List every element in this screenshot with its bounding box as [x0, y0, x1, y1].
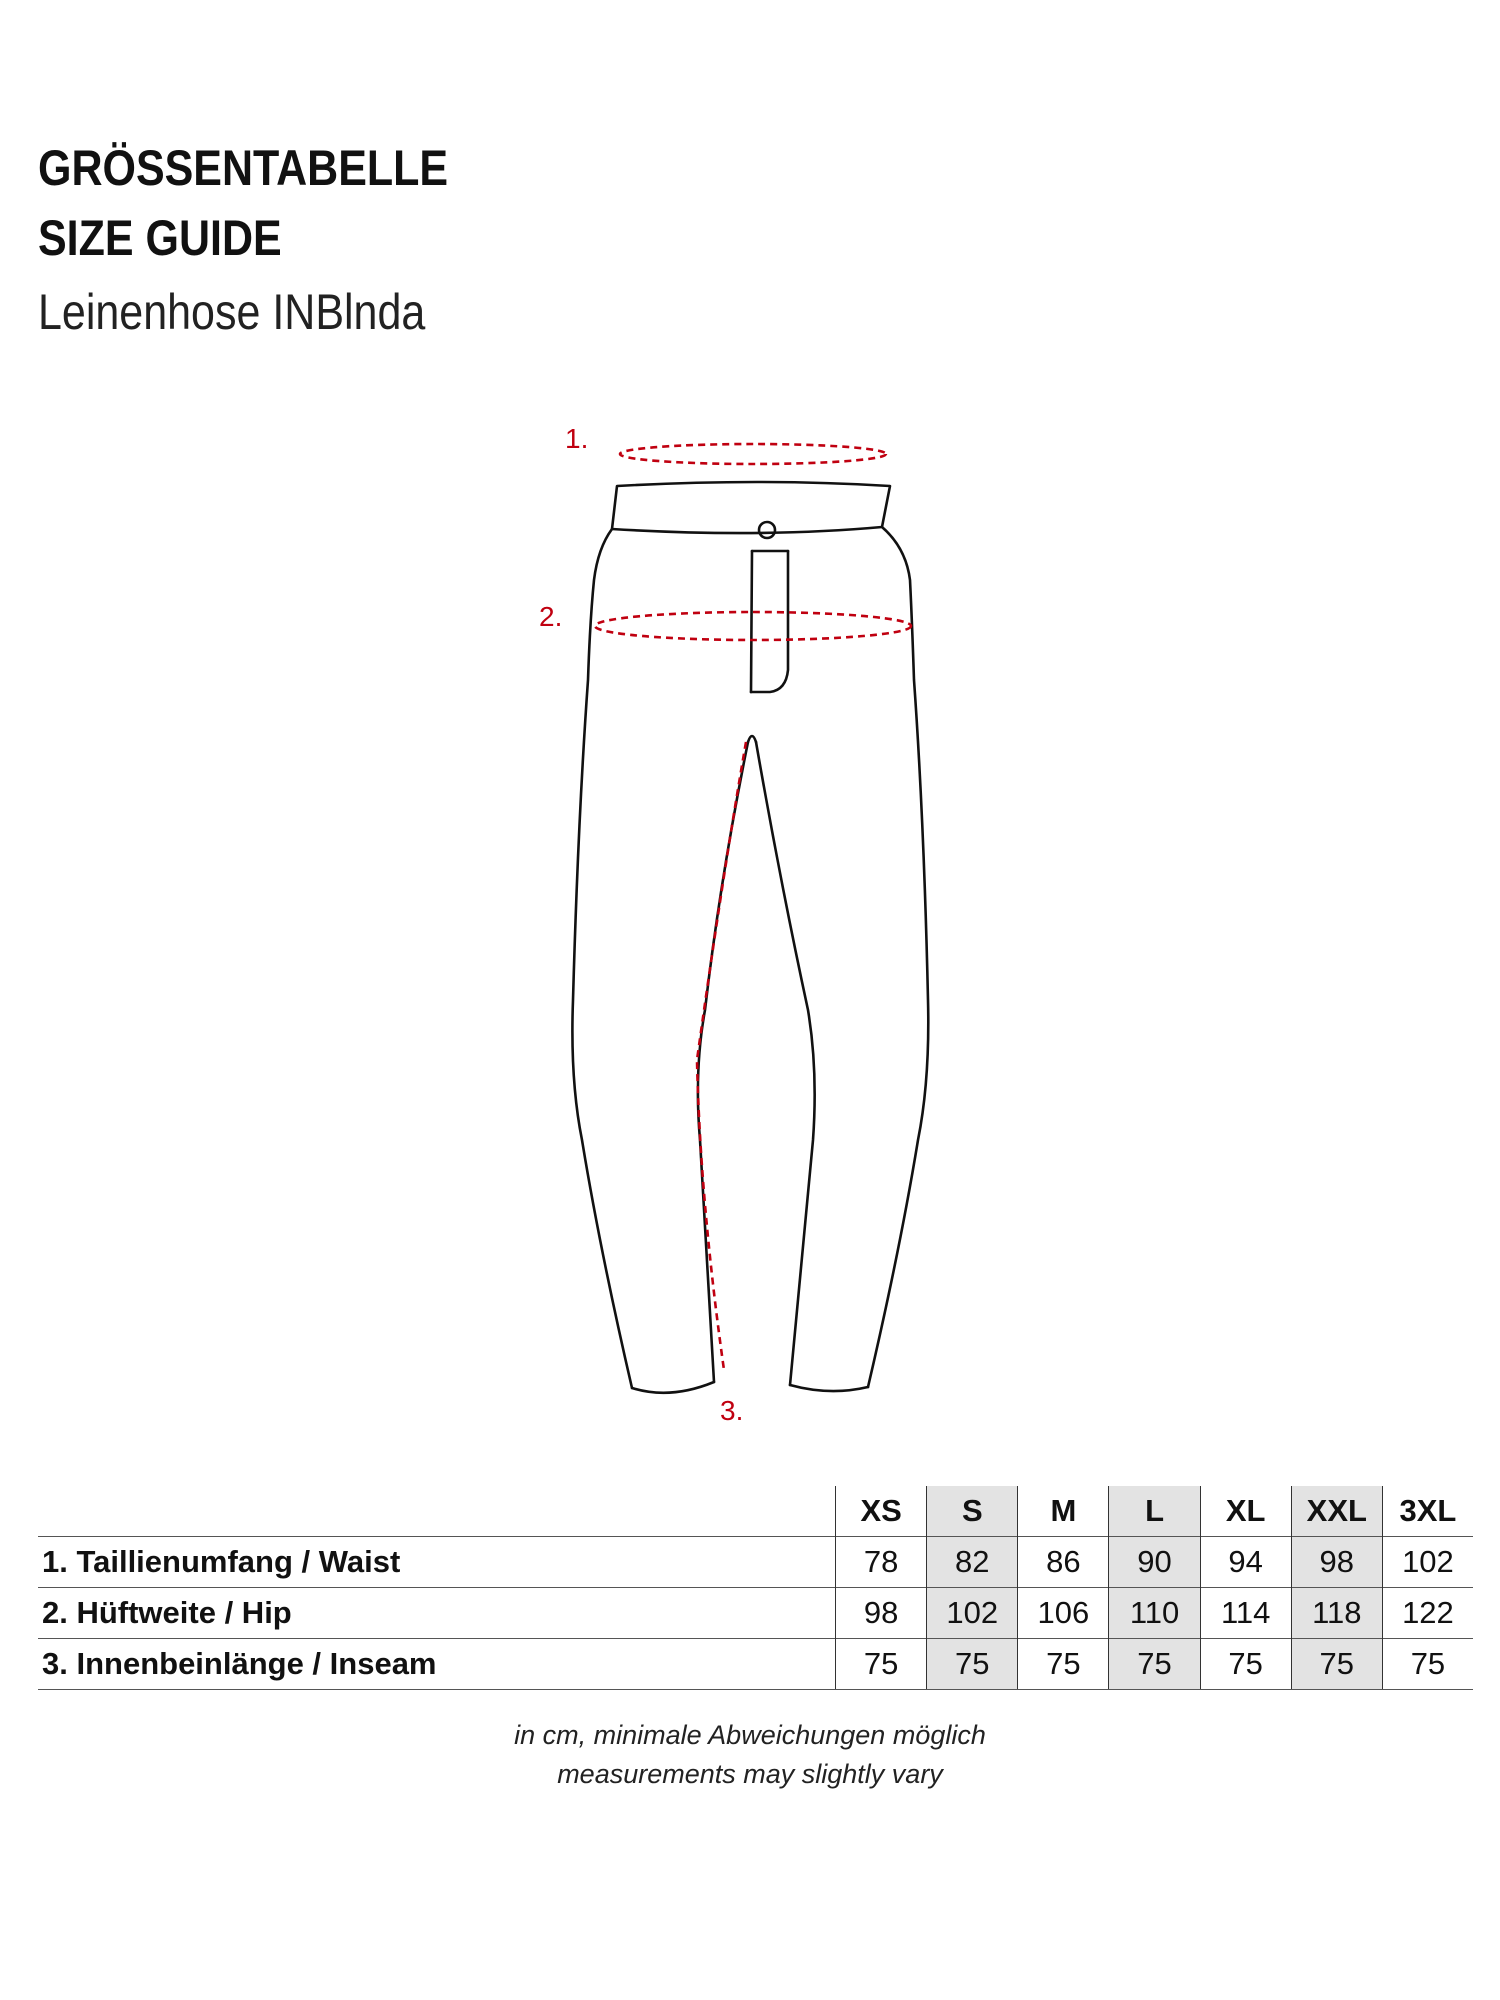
table-cell: 75 [927, 1639, 1018, 1690]
size-header-3xl: 3XL [1382, 1486, 1473, 1537]
table-cell: 86 [1018, 1537, 1109, 1588]
waist-measure-line [620, 444, 886, 464]
table-cell: 75 [836, 1639, 927, 1690]
note-english: measurements may slightly vary [557, 1759, 943, 1789]
table-cell: 75 [1382, 1639, 1473, 1690]
page-title-de: GRÖSSENTABELLE [38, 140, 449, 196]
note-german: in cm, minimale Abweichungen möglich [514, 1720, 986, 1750]
hip-measure-line [595, 612, 911, 640]
table-row-hip [38, 1588, 1473, 1639]
inseam-measure-line [697, 742, 746, 1370]
table-cell: 75 [1018, 1639, 1109, 1690]
table-cell: 102 [1382, 1537, 1473, 1588]
table-cell: 106 [1018, 1588, 1109, 1639]
table-cell: 94 [1200, 1537, 1291, 1588]
table-cell: 75 [1200, 1639, 1291, 1690]
table-cell: 118 [1291, 1588, 1382, 1639]
header-blank [38, 1486, 836, 1537]
table-cell: 98 [836, 1588, 927, 1639]
size-header-xs: XS [836, 1486, 927, 1537]
table-cell: 122 [1382, 1588, 1473, 1639]
marker-inseam: 3. [720, 1395, 744, 1426]
size-header-row [38, 1486, 1473, 1537]
size-table [38, 1486, 1473, 1690]
table-cell: 78 [836, 1537, 927, 1588]
row-label-waist: 1. Taillienumfang / Waist [38, 1537, 836, 1588]
table-row-waist [38, 1537, 1473, 1588]
size-header-xl: XL [1200, 1486, 1291, 1537]
page-title-en: SIZE GUIDE [38, 210, 282, 266]
table-cell: 75 [1291, 1639, 1382, 1690]
marker-hip: 2. [539, 601, 563, 632]
size-header-s: S [927, 1486, 1018, 1537]
table-row-inseam [38, 1639, 1473, 1690]
size-header-m: M [1018, 1486, 1109, 1537]
size-header-l: L [1109, 1486, 1200, 1537]
row-label-inseam: 3. Innenbeinlänge / Inseam [38, 1639, 836, 1690]
row-label-hip: 2. Hüftweite / Hip [38, 1588, 836, 1639]
table-cell: 102 [927, 1588, 1018, 1639]
table-cell: 114 [1200, 1588, 1291, 1639]
table-cell: 90 [1109, 1537, 1200, 1588]
table-cell: 98 [1291, 1537, 1382, 1588]
product-name: Leinenhose INBlnda [38, 284, 426, 340]
marker-waist: 1. [565, 423, 589, 454]
size-header-xxl: XXL [1291, 1486, 1382, 1537]
table-cell: 75 [1109, 1639, 1200, 1690]
table-cell: 110 [1109, 1588, 1200, 1639]
table-cell: 82 [927, 1537, 1018, 1588]
